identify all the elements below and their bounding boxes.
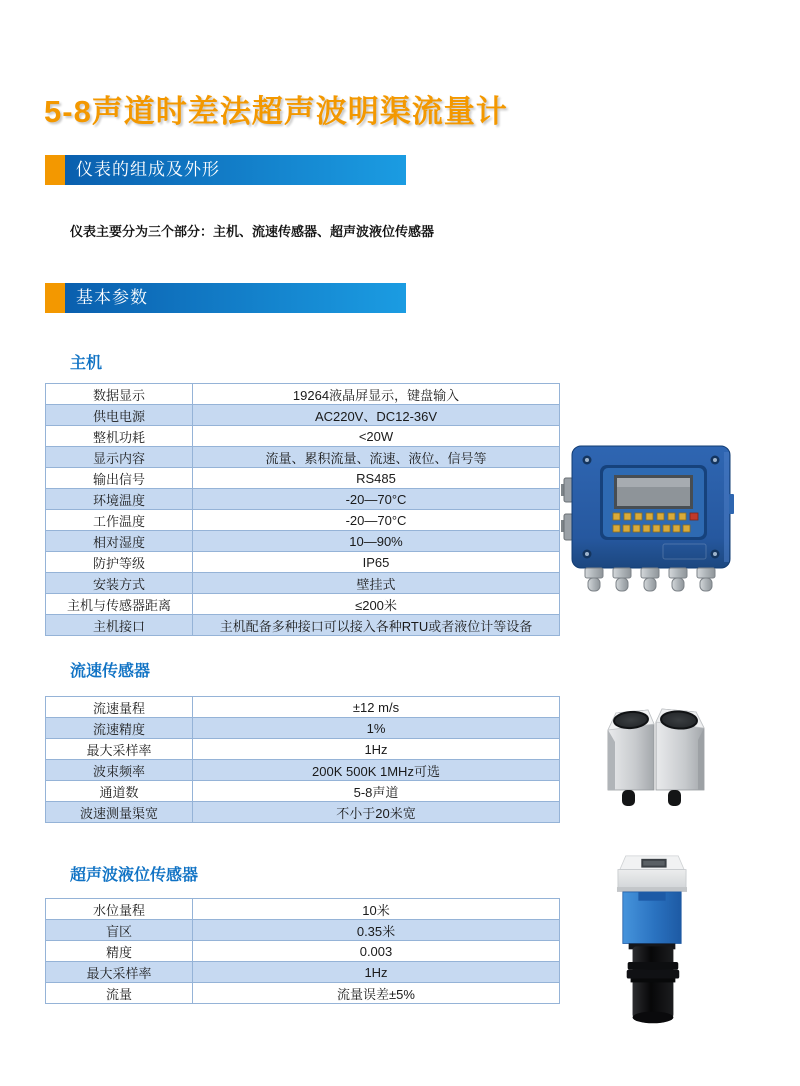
spec-value: 0.35米 — [193, 920, 560, 941]
spec-row — [46, 426, 560, 447]
spec-row — [46, 920, 560, 941]
spec-row — [46, 615, 560, 636]
spec-label: 流速精度 — [46, 718, 193, 739]
spec-label: 防护等级 — [46, 552, 193, 573]
spec-row — [46, 510, 560, 531]
spec-label: 工作温度 — [46, 510, 193, 531]
spec-row — [46, 405, 560, 426]
spec-value: 1Hz — [193, 739, 560, 760]
spec-value: 流量、累积流量、流速、液位、信号等 — [193, 447, 560, 468]
spec-row — [46, 489, 560, 510]
section-bar-label: 基本参数 — [65, 283, 406, 313]
spec-value: 10米 — [193, 899, 560, 920]
section-heading-main-unit: 主机 — [70, 355, 103, 372]
spec-table-velocity-sensor — [45, 696, 560, 823]
spec-row — [46, 962, 560, 983]
spec-row — [46, 983, 560, 1004]
spec-row — [46, 573, 560, 594]
spec-label: 通道数 — [46, 781, 193, 802]
spec-row — [46, 899, 560, 920]
spec-row — [46, 552, 560, 573]
spec-label: 最大采样率 — [46, 962, 193, 983]
main-unit-photo — [560, 438, 748, 596]
page-title: 5-8声道时差法超声波明渠流量计 — [44, 94, 508, 129]
spec-value: 1Hz — [193, 962, 560, 983]
spec-value: -20—70°C — [193, 510, 560, 531]
velocity-sensor-photo — [602, 700, 714, 812]
spec-label: 安装方式 — [46, 573, 193, 594]
spec-label: 相对湿度 — [46, 531, 193, 552]
spec-value: AC220V、DC12-36V — [193, 405, 560, 426]
spec-label: 流量 — [46, 983, 193, 1004]
spec-label: 波速测量渠宽 — [46, 802, 193, 823]
spec-value: 19264液晶屏显示，键盘输入 — [193, 384, 560, 405]
sensor-cap — [617, 856, 687, 892]
spec-table-main-unit — [45, 383, 560, 636]
spec-label: 供电电源 — [46, 405, 193, 426]
spec-value: 流量误差±5% — [193, 983, 560, 1004]
spec-row — [46, 739, 560, 760]
section-heading-level-sensor: 超声波液位传感器 — [70, 867, 199, 884]
spec-row — [46, 941, 560, 962]
spec-label: 环境温度 — [46, 489, 193, 510]
spec-label: 输出信号 — [46, 468, 193, 489]
section-heading-velocity-sensor: 流速传感器 — [70, 663, 151, 680]
spec-label: 数据显示 — [46, 384, 193, 405]
spec-value: 1% — [193, 718, 560, 739]
spec-label: 主机与传感器距离 — [46, 594, 193, 615]
spec-value: 0.003 — [193, 941, 560, 962]
spec-table-level-sensor — [45, 898, 560, 1004]
spec-label: 主机接口 — [46, 615, 193, 636]
spec-label: 最大采样率 — [46, 739, 193, 760]
intro-text: 仪表主要分为三个部分：主机、流速传感器、超声波液位传感器 — [70, 224, 435, 239]
spec-row — [46, 718, 560, 739]
spec-row — [46, 468, 560, 489]
spec-row — [46, 802, 560, 823]
spec-value: ≤200米 — [193, 594, 560, 615]
spec-value: 200K 500K 1MHz可选 — [193, 760, 560, 781]
spec-value: RS485 — [193, 468, 560, 489]
orange-accent-block — [45, 283, 65, 313]
section-bar-label: 仪表的组成及外形 — [65, 155, 406, 185]
spec-label: 盲区 — [46, 920, 193, 941]
spec-label: 整机功耗 — [46, 426, 193, 447]
spec-label: 波束频率 — [46, 760, 193, 781]
spec-value: 5-8声道 — [193, 781, 560, 802]
spec-row — [46, 781, 560, 802]
cable-glands — [585, 568, 715, 591]
section-bar-basic-params — [45, 283, 406, 313]
spec-row — [46, 531, 560, 552]
spec-row — [46, 384, 560, 405]
velocity-block-right — [656, 709, 704, 806]
velocity-block-left — [608, 710, 654, 806]
spec-value: <20W — [193, 426, 560, 447]
spec-value: ±12 m/s — [193, 697, 560, 718]
spec-label: 流速量程 — [46, 697, 193, 718]
hinge-tabs — [561, 478, 573, 540]
spec-row — [46, 447, 560, 468]
spec-value: 主机配备多种接口可以接入各种RTU或者液位计等设备 — [193, 615, 560, 636]
spec-value: 10—90% — [193, 531, 560, 552]
section-bar-composition — [45, 155, 406, 185]
spec-label: 显示内容 — [46, 447, 193, 468]
spec-value: 不小于20米宽 — [193, 802, 560, 823]
spec-value: 壁挂式 — [193, 573, 560, 594]
spec-label: 水位量程 — [46, 899, 193, 920]
spec-row — [46, 594, 560, 615]
level-sensor-photo — [600, 853, 704, 1033]
spec-value: IP65 — [193, 552, 560, 573]
orange-accent-block — [45, 155, 65, 185]
spec-label: 精度 — [46, 941, 193, 962]
spec-row — [46, 697, 560, 718]
spec-row — [46, 760, 560, 781]
spec-value: -20—70°C — [193, 489, 560, 510]
sensor-housing — [623, 892, 681, 944]
transducer-column — [627, 943, 680, 1023]
